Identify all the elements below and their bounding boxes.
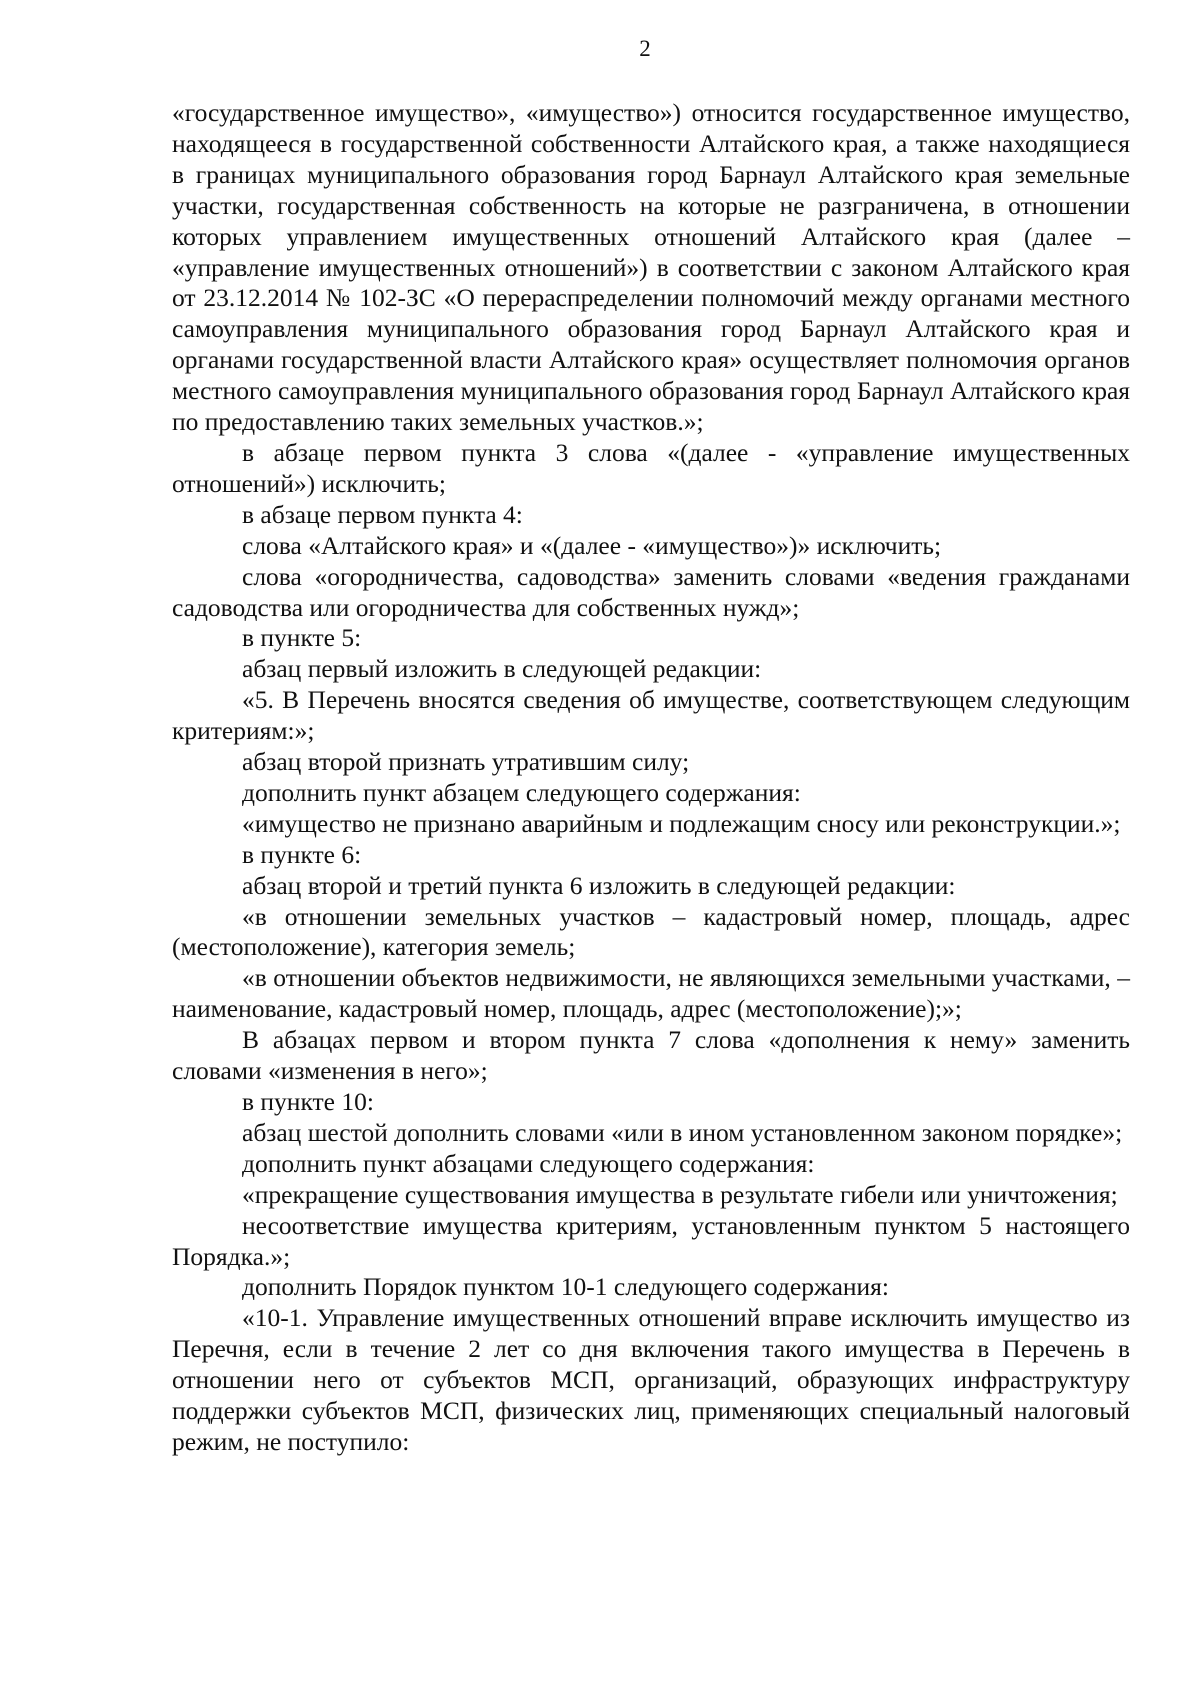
page-number: 2 bbox=[639, 36, 651, 61]
paragraph: «в отношении объектов недвижимости, не являющихся земельными участками, – наименование, кадастровый номер, площадь, адрес (местоположение);»; bbox=[172, 963, 1130, 1024]
paragraph: «в отношении земельных участков – кадастровый номер, площадь, адрес (местоположение), категория земель; bbox=[172, 901, 1130, 962]
paragraph: абзац шестой дополнить словами «или в ином установленном законом порядке»; bbox=[242, 1117, 1123, 1147]
paragraph: «имущество не признано аварийным и подлежащим сносу или реконструкции.»; bbox=[242, 808, 1121, 838]
paragraph: «государственное имущество», «имущество») относится государственное имущество, находящееся в государственной собственности Алтайского края, а также находящиеся в границах муниципального образования город Барнаул Алтайского края земельные участки, государственная собственность на которые не разграничена, в отношении которых управлением имущественных отношений Алтайского края (далее – «управление имущественных отношений») в соответствии с законом Алтайского края от 23.12.2014 № 102-ЗС «О перераспределении полномочий между органами местного самоуправления муниципального образования город Барнаул Алтайского края и органами государственной власти Алтайского края» осуществляет полномочия органов местного самоуправления муниципального образования город Барнаул Алтайского края по предоставлению таких земельных участков.»; bbox=[172, 98, 1130, 437]
paragraph: слова «Алтайского края» и «(далее - «имущество»)» исключить; bbox=[242, 530, 942, 560]
paragraph: дополнить Порядок пунктом 10-1 следующего содержания: bbox=[242, 1272, 890, 1302]
document-body bbox=[172, 98, 1130, 1458]
paragraph: дополнить пункт абзацами следующего содержания: bbox=[242, 1148, 815, 1178]
paragraph: «прекращение существования имущества в результате гибели или уничтожения; bbox=[242, 1179, 1118, 1209]
paragraph: абзац первый изложить в следующей редакции: bbox=[242, 654, 762, 684]
paragraph: «5. В Перечень вносятся сведения об имуществе, соответствующем следующим критериям:»; bbox=[172, 685, 1130, 746]
paragraph: в пункте 6: bbox=[242, 839, 362, 869]
paragraph: в абзаце первом пункта 4: bbox=[242, 499, 523, 529]
paragraph: в пункте 10: bbox=[242, 1087, 374, 1116]
paragraph: абзац второй и третий пункта 6 изложить в следующей редакции: bbox=[242, 870, 956, 900]
paragraph: слова «огородничества, садоводства» заменить словами «ведения гражданами садоводства или огородничества для собственных нужд»; bbox=[172, 561, 1130, 622]
paragraph: дополнить пункт абзацем следующего содержания: bbox=[242, 777, 801, 807]
paragraph: в пункте 5: bbox=[242, 623, 362, 653]
paragraph: В абзацах первом и втором пункта 7 слова «дополнения к нему» заменить словами «изменения в него»; bbox=[172, 1025, 1130, 1086]
paragraph: «10-1. Управление имущественных отношений вправе исключить имущество из Перечня, если в течение 2 лет со дня включения такого имущества в Перечень в отношении него от субъектов МСП, организаций, образующих инфраструктуру поддержки субъектов МСП, физических лиц, применяющих специальный налоговый режим, не поступило: bbox=[172, 1303, 1130, 1456]
paragraph: абзац второй признать утратившим силу; bbox=[242, 747, 690, 777]
paragraph: несоответствие имущества критериям, установленным пунктом 5 настоящего Порядка.»; bbox=[172, 1210, 1130, 1271]
paragraph: в абзаце первом пункта 3 слова «(далее - «управление имущественных отношений») исключить; bbox=[172, 437, 1130, 498]
